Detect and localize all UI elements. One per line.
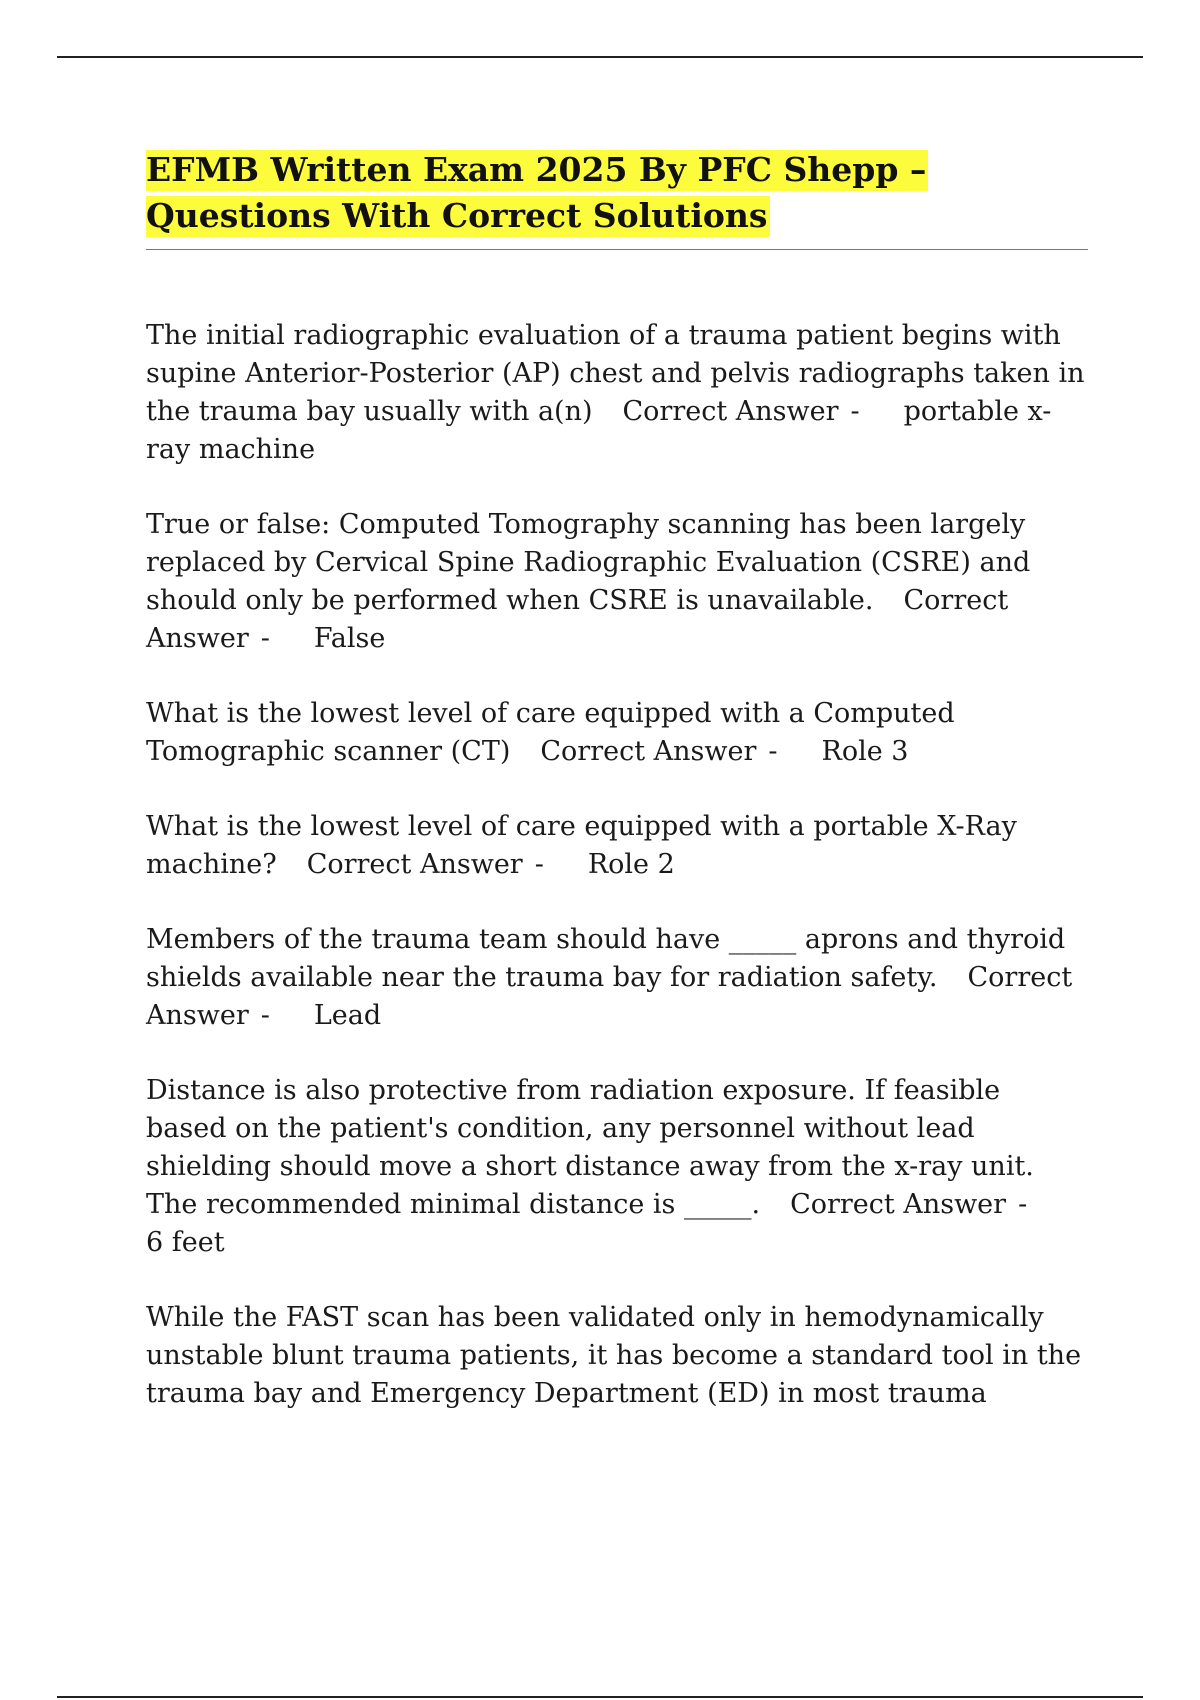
question-text: What is the lowest level of care equipped with a portable X-Ray machine?: [146, 811, 1017, 880]
answer-dash: -: [850, 396, 860, 427]
question-item: [146, 317, 1088, 469]
question-item: [146, 808, 1088, 884]
question-text: The initial radiographic evaluation of a trauma patient begins with supine Anterior-Posterior (AP) chest and pelvis radiographs taken in the trauma bay usually with a(n): [146, 320, 1085, 427]
question-item: [146, 921, 1088, 1035]
question-list: [146, 317, 1088, 1450]
question-text: True or false: Computed Tomography scanning has been largely replaced by Cervical Spine Radiographic Evaluation (CSRE) and should only be performed when CSRE is unavailable.: [146, 509, 1031, 616]
footer-rule: [57, 1696, 1143, 1698]
answer-text: Role 3: [821, 736, 909, 767]
document-title: [146, 147, 1088, 239]
question-item: [146, 506, 1088, 658]
answer-dash: -: [768, 736, 778, 767]
answer-label: Correct Answer: [622, 396, 839, 427]
answer-label: Correct Answer: [146, 585, 1009, 654]
document-title-block: [146, 147, 1088, 239]
answer-label: Correct Answer: [146, 962, 1073, 1031]
title-underline: [146, 249, 1088, 250]
question-text: Distance is also protective from radiation exposure. If feasible based on the patient's condition, any personnel without lead shielding should move a short distance away from the x-ray unit. The recommended minimal distance is _____.: [146, 1075, 1034, 1220]
trailing-paragraph: [146, 1299, 1088, 1413]
answer-text: Role 2: [587, 849, 675, 880]
title-highlight: EFMB Written Exam 2025 By PFC Shepp – Questions With Correct Solutions: [146, 150, 927, 235]
question-text: What is the lowest level of care equipped with a Computed Tomographic scanner (CT): [146, 698, 955, 767]
answer-dash: -: [534, 849, 544, 880]
answer-dash: -: [1018, 1189, 1028, 1220]
answer-text: Lead: [313, 1000, 382, 1031]
answer-label: Correct Answer: [540, 736, 757, 767]
answer-label: Correct Answer: [306, 849, 523, 880]
question-text: Members of the trauma team should have _____ aprons and thyroid shields available near the trauma bay for radiation safety.: [146, 924, 1066, 993]
answer-dash: -: [260, 623, 270, 654]
answer-label: Correct Answer: [790, 1189, 1007, 1220]
answer-dash: -: [260, 1000, 270, 1031]
question-item: [146, 1072, 1088, 1262]
question-item: [146, 695, 1088, 771]
answer-text: portable x-ray machine: [146, 396, 1052, 465]
header-rule: [57, 56, 1143, 58]
answer-text: False: [313, 623, 386, 654]
answer-text: 6 feet: [146, 1227, 225, 1258]
trailing-text: While the FAST scan has been validated only in hemodynamically unstable blunt trauma patients, it has become a standard tool in the trauma bay and Emergency Department (ED) in most trauma: [146, 1302, 1082, 1409]
